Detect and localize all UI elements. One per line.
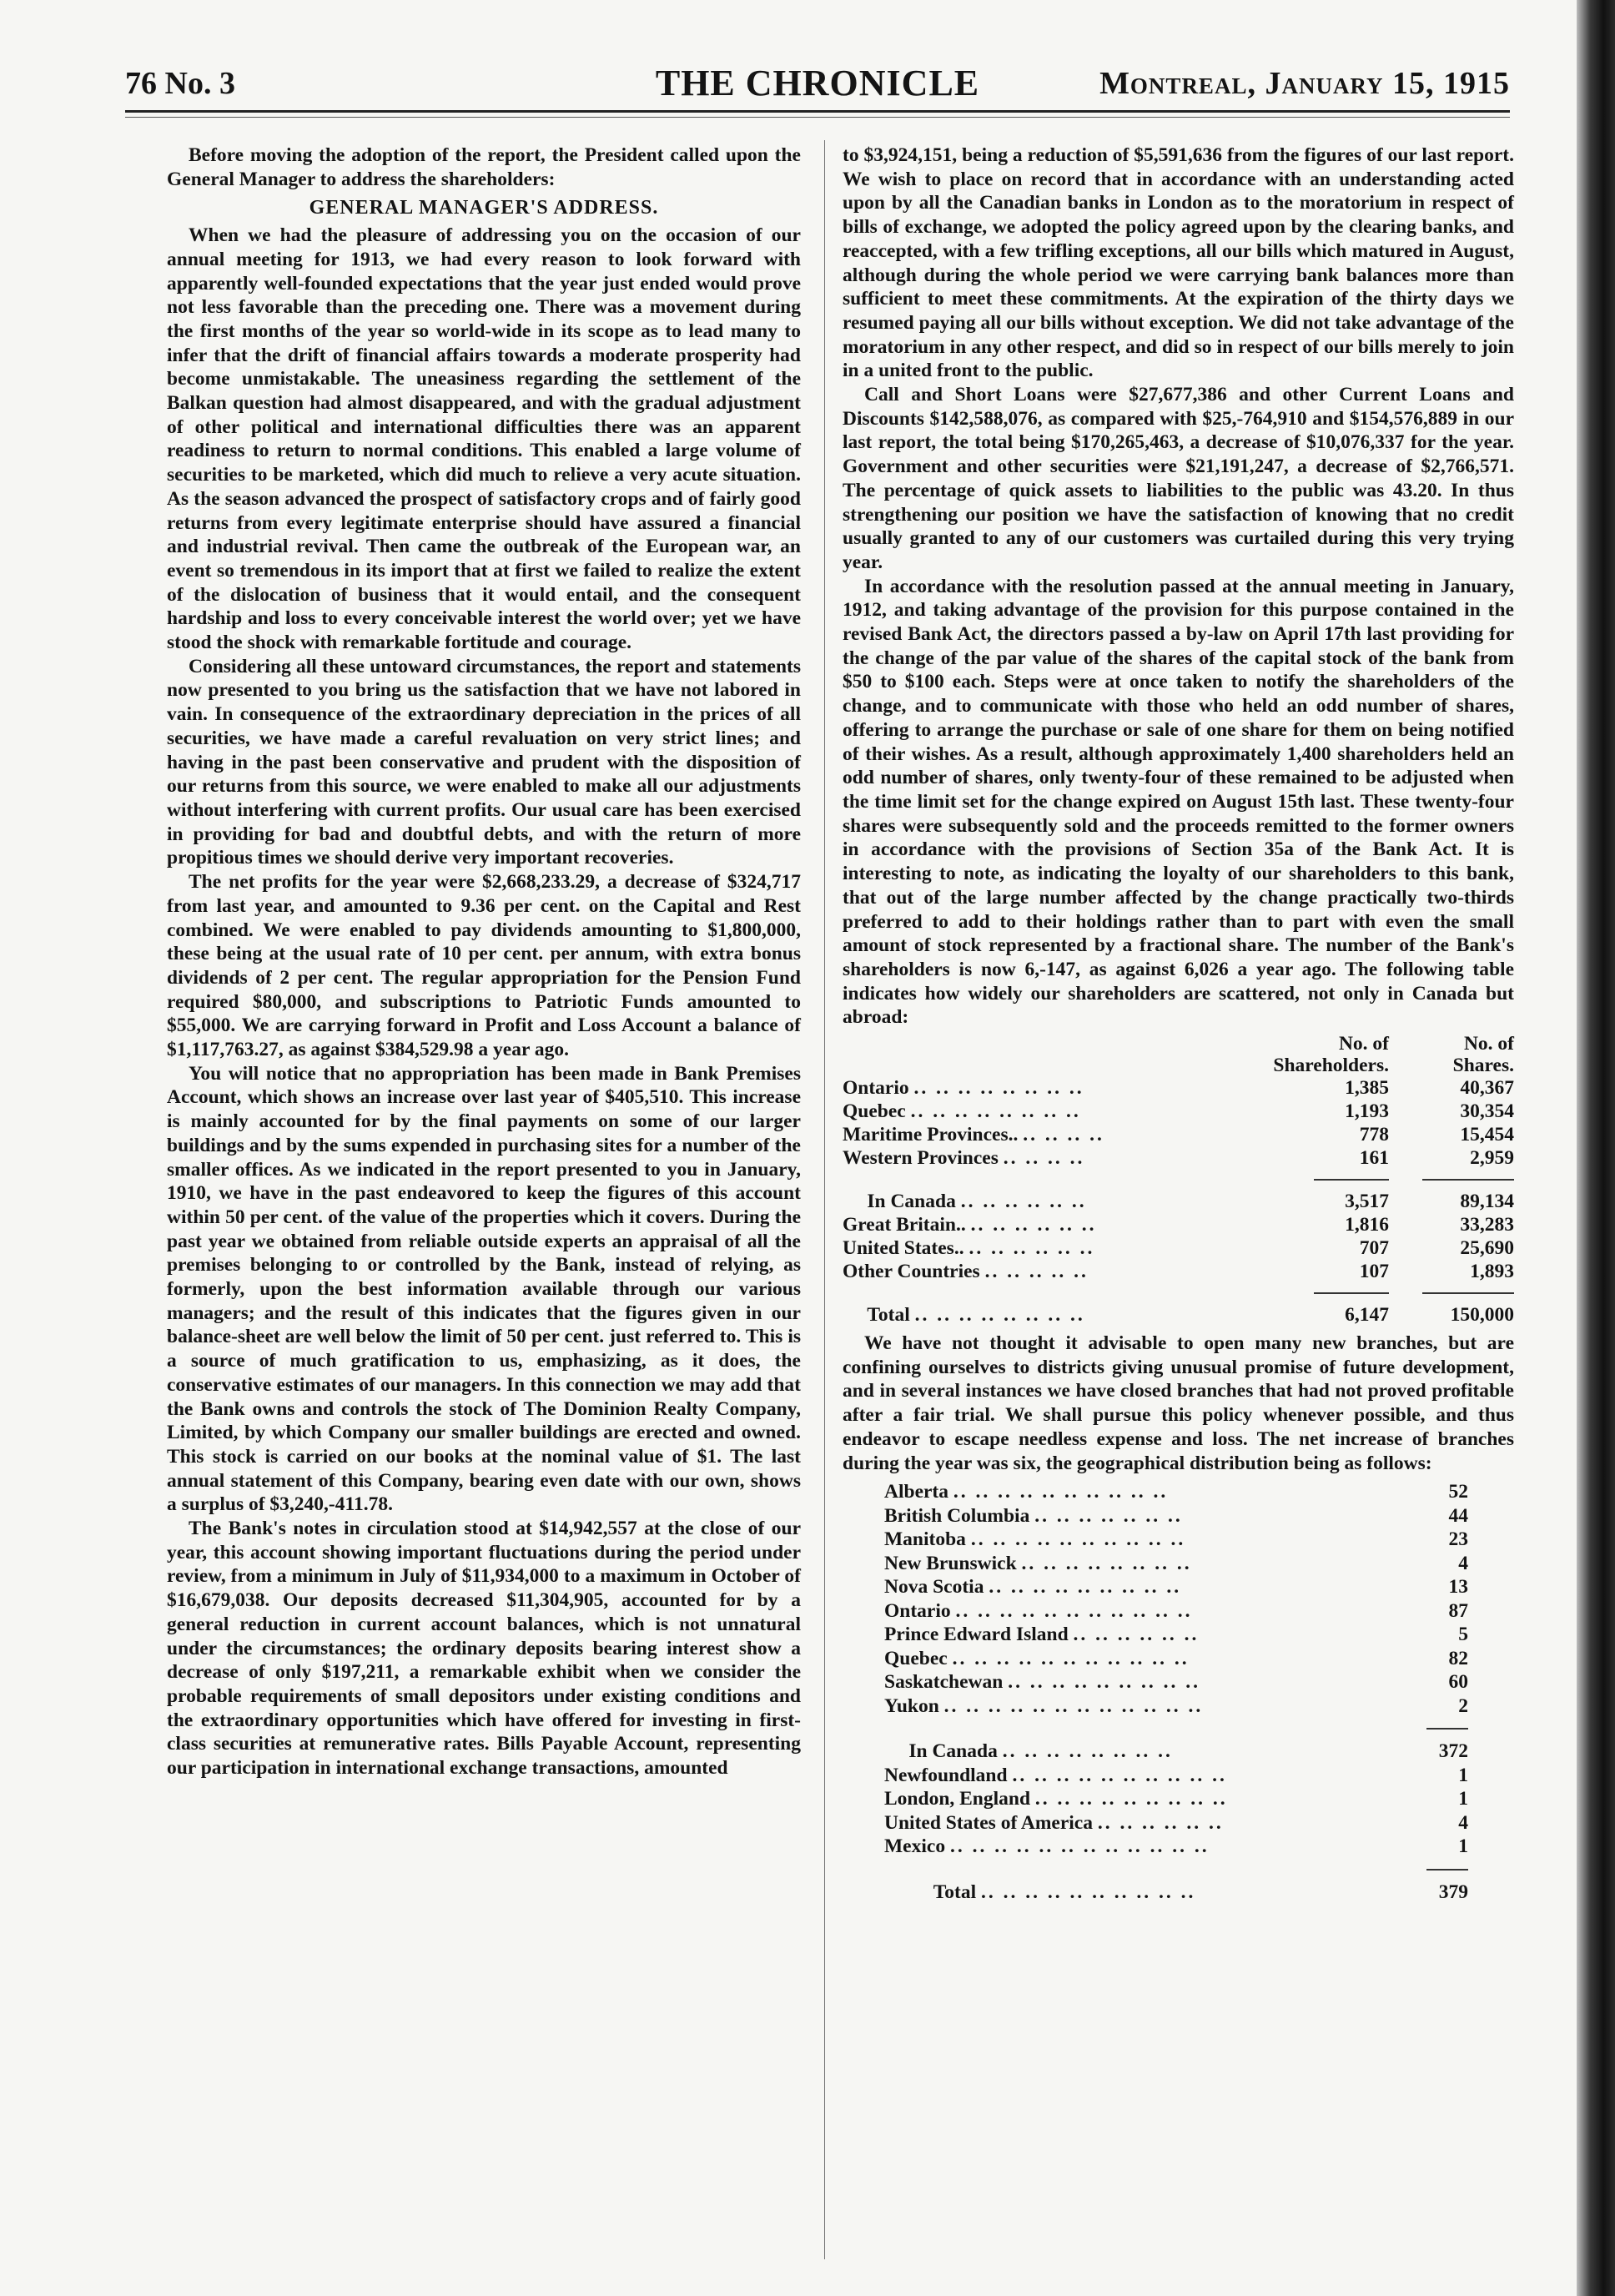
row-count: 82 [1448, 1647, 1468, 1669]
row-label: Newfoundland [884, 1764, 1008, 1786]
table-row: Quebec .. .. .. .. .. .. .. .. .. .. .. 82 [884, 1647, 1468, 1669]
header-shares-b: Shares. [1452, 1055, 1514, 1077]
table-row-total: Total .. .. .. .. .. .. .. .. 6,147 150,000 [867, 1304, 1514, 1327]
paragraph-profits: The net profits for the year were $2,668,233.29, a decrease of $324,717 from last year, and amounted to 9.36 per cent. on the Capital and Rest combined. We were enabled to pay dividends amounting to $1,800,000, these being at the usual rate of 10 per cent. per annum, with extra bonus dividends of 2 per cent. The regular appropriation for the Pension Fund required $80,000, and subscriptions to Patriotic Funds amounted to $55,000. We are carrying forward in Profit and Loss Account a balance of $1,117,763.27, as against $384,529.98 a year ago. [167, 871, 801, 1061]
row-label: Manitoba [884, 1528, 966, 1551]
row-label: New Brunswick [884, 1552, 1017, 1574]
row-shares: 150,000 [1450, 1304, 1514, 1327]
row-label: Great Britain.. [843, 1214, 966, 1236]
paragraph-revaluation: Considering all these untoward circumstances, the report and statements now presented to you bring us the satisfaction that we have not labored in vain. In consequence of the extraordinary depreciation in the prices of all securities, we have made a careful revaluation on very strict lines; and having in the past been conservative and prudent with the disposition of our returns from this source, we were enabled to make all our adjustments without interfering with current profits. Our usual care has been exercised in providing for bad and doubtful debts, and with the return of more propitious times we should derive very important recoveries. [167, 655, 801, 869]
table-row: Western Provinces .. .. .. .. 161 2,959 [843, 1147, 1514, 1170]
row-holders: 1,385 [1345, 1077, 1389, 1100]
row-label: Mexico [884, 1835, 946, 1858]
table-row: Mexico .. .. .. .. .. .. .. .. .. .. .. .. 1 [884, 1835, 1468, 1858]
row-shares: 33,283 [1460, 1214, 1514, 1236]
row-holders: 1,816 [1345, 1214, 1389, 1236]
row-label: British Columbia [884, 1504, 1030, 1527]
row-label: Saskatchewan [884, 1671, 1004, 1694]
table-row: Ontario .. .. .. .. .. .. .. .. .. .. .. 87 [884, 1599, 1468, 1622]
shareholders-table [843, 1033, 1514, 1327]
left-column [167, 144, 801, 1780]
table-row: Newfoundland .. .. .. .. .. .. .. .. .. .. 1 [884, 1764, 1468, 1786]
paragraph-notes-deposits: The Bank's notes in circulation stood at $14,942,557 at the close of our year, this account showing important fluctuations during the period under review, from a minimum in July of $11,934,000 to a maximum in October of $16,679,038. Our deposits decreased $11,304,905, accounted for by a general reduction in current account balances, which is not unnatural under the circumstances; the ordinary deposits bearing interest show a decrease of only $197,211, a remarkable exhibit when we consider the probable requirements of small depositors under existing conditions and the extraordinary opportunities which have offered for investing in first-class securities at remunerative rates. Bills Payable Account, representing our participation in international exchange transactions, amounted [167, 1518, 801, 1780]
row-label: Western Provinces [843, 1147, 999, 1170]
page-issue: 76 No. 3 [125, 66, 235, 101]
paragraph-outlook: When we had the pleasure of addressing you on the occasion of our annual meeting for 1913, we had every reason to look forward with apparently well-founded expectations that the year just ended would prove not less favorable than the preceding one. There was a movement during the first months of the year so world-wide in its scope as to lead many to infer that the drift of financial affairs towards a moderate prosperity had become unmistakable. The uneasiness regarding the settlement of the Balkan question had almost disappeared, and with the gradual adjustment of other political and international difficulties there was an apparent readiness to return to normal conditions. This enabled a large volume of securities to be marketed, which did much to relieve a very acute situation. As the season advanced the prospect of satisfactory crops and of fairly good returns from every legitimate enterprise should have assured a financial and industrial revival. Then came the outbreak of the European war, an event so tremendous in its import that at first we failed to realize the extent of the dislocation of business that it would entail, and the consequent hardship and loss to every conceivable interest the world over; yet we have stood the shock with remarkable fortitude and courage. [167, 224, 801, 654]
row-shares: 40,367 [1460, 1077, 1514, 1100]
paragraph-bills: to $3,924,151, being a reduction of $5,591,636 from the figures of our last report. We wish to place on record that in accordance with an understanding acted upon by all the Canadian banks in London as to the moratorium in respect of bills of exchange, we adopted the policy agreed upon by the clearing banks, and reaccepted, with a few trifling exceptions, all our bills which matured in August, although during the whole period we were carrying bank balances more than sufficient to meet these commitments. At the expiration of the thirty days we resumed paying all our bills without exception. We did not take advantage of the moratorium in any other respect, and did so in respect of our bills merely to join in a united front to the public. [843, 144, 1514, 382]
row-count: 44 [1448, 1504, 1468, 1527]
table-row: New Brunswick .. .. .. .. .. .. .. .. 4 [884, 1552, 1468, 1574]
table-row: Great Britain.. .. .. .. .. .. .. 1,816 33,283 [843, 1214, 1514, 1236]
header-holders-a: No. of [1338, 1033, 1389, 1055]
row-count: 4 [1458, 1552, 1468, 1574]
row-holders: 1,193 [1345, 1100, 1389, 1123]
section-heading: GENERAL MANAGER'S ADDRESS. [309, 197, 659, 219]
row-holders: 6,147 [1345, 1304, 1389, 1327]
branches-table [884, 1480, 1468, 1904]
row-label: Total [867, 1304, 910, 1327]
column-divider [824, 140, 825, 2259]
row-label: Nova Scotia [884, 1576, 984, 1599]
table-header-row [843, 1033, 1514, 1055]
table-row: Prince Edward Island .. .. .. .. .. .. 5 [884, 1624, 1468, 1646]
table-row: Maritime Provinces.. .. .. .. .. 778 15,454 [843, 1124, 1514, 1146]
row-count: 87 [1448, 1599, 1468, 1622]
table-row: Saskatchewan .. .. .. .. .. .. .. .. .. 60 [884, 1671, 1468, 1694]
intro-paragraph: Before moving the adoption of the report, the President called upon the General Manager to address the shareholders: [167, 144, 801, 190]
row-shares: 2,959 [1470, 1147, 1514, 1170]
paragraph-branches: We have not thought it advisable to open many new branches, but are confining ourselves to districts giving unusual promise of future development, and in several instances we have closed branches that had not proved profitable after a fair trial. We shall pursue this policy whenever possible, and thus endeavor to escape needless expense and loss. The net increase of branches during the year was six, the geographical distribution being as follows: [843, 1332, 1514, 1474]
table-row: British Columbia .. .. .. .. .. .. .. 44 [884, 1504, 1468, 1527]
table-row-subtotal: In Canada .. .. .. .. .. .. .. .. 372 [908, 1740, 1468, 1763]
row-label: Maritime Provinces.. [843, 1124, 1019, 1146]
row-holders: 778 [1359, 1124, 1389, 1146]
row-count: 372 [1438, 1740, 1468, 1763]
row-label: United States of America [884, 1811, 1093, 1834]
row-label: Total [933, 1881, 977, 1903]
row-count: 60 [1448, 1671, 1468, 1694]
row-shares: 15,454 [1460, 1124, 1514, 1146]
table-row-total: Total .. .. .. .. .. .. .. .. .. .. 379 [933, 1881, 1468, 1903]
row-count: 4 [1458, 1811, 1468, 1834]
table-row: Yukon .. .. .. .. .. .. .. .. .. .. .. .. 2 [884, 1694, 1468, 1717]
table-row: London, England .. .. .. .. .. .. .. .. .. 1 [884, 1788, 1468, 1810]
row-label: Other Countries [843, 1261, 980, 1283]
header-rule-thin [125, 117, 1510, 118]
row-label: United States.. [843, 1237, 964, 1260]
row-count: 1 [1458, 1835, 1468, 1858]
row-label: Quebec [884, 1647, 948, 1669]
row-holders: 3,517 [1345, 1191, 1389, 1213]
table-row: Quebec .. .. .. .. .. .. .. .. 1,193 30,354 [843, 1100, 1514, 1123]
row-count: 2 [1458, 1694, 1468, 1717]
right-column [843, 144, 1514, 1904]
paragraph-shares: In accordance with the resolution passed at the annual meeting in January, 1912, and taking advantage of the provision for this purpose contained in the revised Bank Act, the directors passed a by-law on April 17th last providing for the change of the par value of the shares of the capital stock of the bank from $50 to $100 each. Steps were at once taken to notify the shareholders of the change, and to communicate with those who held an odd number of shares, offering to arrange the purchase or sale of one share for them on being notified of their wishes. As a result, although approximately 1,400 shareholders held an odd number of shares, only twenty-four of these remained to be adjusted when the time limit set for the change expired on August 15th last. These twenty-four shares were subsequently sold and the proceeds remitted to the former owners in accordance with the provisions of Section 35a of the Bank Act. It is interesting to note, as indicating the loyalty of our shareholders to this bank, that out of the large number affected by the change practically two-thirds preferred to add to their holdings rather than to part with even the small amount of stock represented by a fractional share. The number of the Bank's shareholders is now 6,-147, as against 6,026 a year ago. The following table indicates how widely our shareholders are scattered, not only in Canada but abroad: [843, 575, 1514, 1029]
header-holders-b: Shareholders. [1273, 1055, 1389, 1077]
table-row: Alberta .. .. .. .. .. .. .. .. .. .. 52 [884, 1481, 1468, 1503]
row-count: 5 [1458, 1624, 1468, 1646]
row-holders: 107 [1359, 1261, 1389, 1283]
row-count: 379 [1438, 1881, 1468, 1903]
table-row: Ontario .. .. .. .. .. .. .. .. 1,385 40,367 [843, 1077, 1514, 1100]
table-row: Other Countries .. .. .. .. .. 107 1,893 [843, 1261, 1514, 1283]
row-count: 52 [1448, 1481, 1468, 1503]
row-shares: 30,354 [1460, 1100, 1514, 1123]
header-shares-a: No. of [1463, 1033, 1514, 1055]
table-row: United States.. .. .. .. .. .. .. 707 25,690 [843, 1237, 1514, 1260]
row-label: In Canada [908, 1740, 998, 1763]
row-shares: 1,893 [1470, 1261, 1514, 1283]
page-header [125, 58, 1510, 108]
table-row: United States of America .. .. .. .. .. .. 4 [884, 1811, 1468, 1834]
row-count: 23 [1448, 1528, 1468, 1551]
row-label: Ontario [843, 1077, 909, 1100]
table-row: Nova Scotia .. .. .. .. .. .. .. .. .. 13 [884, 1576, 1468, 1599]
row-shares: 25,690 [1460, 1237, 1514, 1260]
row-holders: 707 [1359, 1237, 1389, 1260]
row-label: Yukon [884, 1694, 939, 1717]
row-label: Prince Edward Island [884, 1624, 1069, 1646]
row-label: Ontario [884, 1599, 951, 1622]
row-label: London, England [884, 1788, 1031, 1810]
table-header-row [843, 1055, 1514, 1076]
row-label: Quebec [843, 1100, 906, 1123]
row-count: 1 [1458, 1764, 1468, 1786]
header-rule [125, 110, 1510, 113]
row-holders: 161 [1359, 1147, 1389, 1170]
place-date: Montreal, January 15, 1915 [1099, 66, 1510, 101]
row-label: In Canada [867, 1191, 956, 1213]
paragraph-loans: Call and Short Loans were $27,677,386 and other Current Loans and Discounts $142,588,076, as compared with $25,-764,910 and $154,576,889 in our last report, the total being $170,265,463, a decrease of $10,076,337 for the year. Government and other securities were $21,191,247, a decrease of $2,766,571. The percentage of quick assets to liabilities to the public was 43.20. In thus strengthening our position we have the satisfaction of knowing that no credit usually granted to any of our customers was curtailed during this very trying year. [843, 384, 1514, 573]
row-count: 13 [1448, 1576, 1468, 1599]
page-binding-edge [1577, 0, 1615, 2296]
table-row-subtotal: In Canada .. .. .. .. .. .. 3,517 89,134 [867, 1191, 1514, 1213]
masthead-title: THE CHRONICLE [655, 63, 980, 103]
table-row: Manitoba .. .. .. .. .. .. .. .. .. .. 23 [884, 1528, 1468, 1551]
row-label: Alberta [884, 1481, 949, 1503]
row-shares: 89,134 [1460, 1191, 1514, 1213]
paragraph-premises: You will notice that no appropriation has been made in Bank Premises Account, which shows an increase over last year of $405,510. This increase is mainly accounted for by the final payments on some of our larger buildings and by the sums expended in purchasing sites for a number of the smaller offices. As we indicated in the report presented to you in January, 1910, we have in the past endeavored to keep the figures of this account within 50 per cent. of the value of the properties which it covers. During the past year we obtained from reliable outside experts an appraisal of all the premises belonging to or controlled by the Bank, instead of relying, as formerly, upon the best information available through our various managers; and the result of this indicates that the figures given in our balance-sheet are well below the limit of 50 per cent. just referred to. This is a source of much gratification to us, emphasizing, as it does, the conservative estimates of our managers. In this connection we may add that the Bank owns and controls the stock of The Dominion Realty Company, Limited, by which Company our smaller buildings are erected and owned. This stock is carried on our books at the nominal value of $1. The last annual statement of this Company, bearing even date with our own, shows a surplus of $3,240,-411.78. [167, 1062, 801, 1516]
row-count: 1 [1458, 1788, 1468, 1810]
